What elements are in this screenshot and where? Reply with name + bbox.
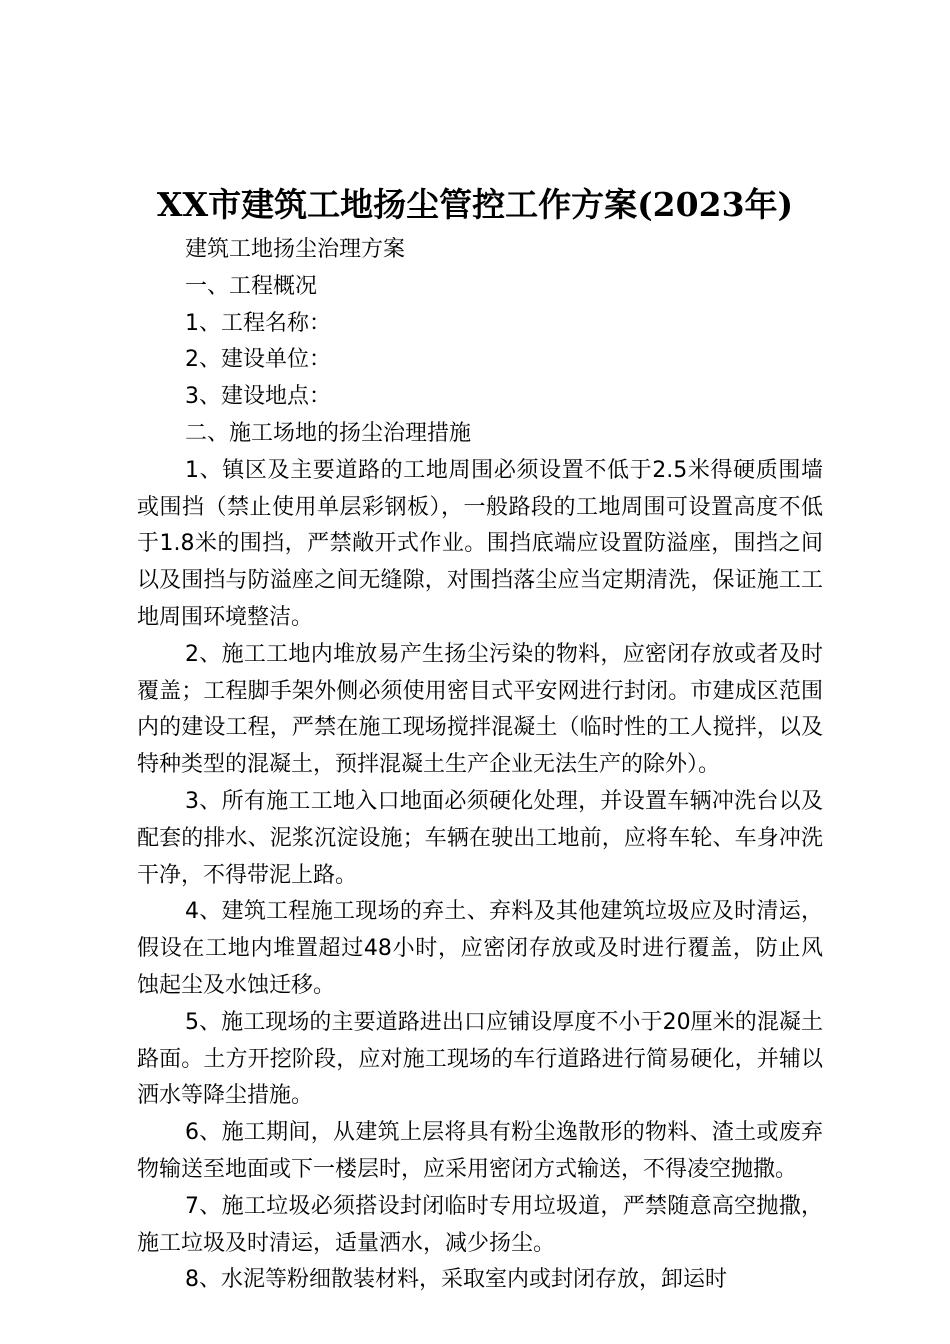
section-heading-measures: 二、施工场地的扬尘治理措施	[185, 420, 472, 446]
measure-paragraph: 3、所有施工工地入口地面必须硬化处理，并设置车辆冲洗台以及配套的排水、泥浆沉淀设施；车辆在驶出工地前，应将车轮、车身冲洗干净，不得带泥上路。	[137, 788, 823, 888]
measure-paragraph: 2、施工工地内堆放易产生扬尘污染的物料，应密闭存放或者及时覆盖；工程脚手架外侧必须使用密目式平安网进行封闭。市建成区范围内的建设工程，严禁在施工现场搅拌混凝土（临时性的工人搅拌，以及特种类型的混凝土，预拌混凝土生产企业无法生产的除外）。	[137, 641, 823, 778]
field-construction-site: 3、建设地点：	[185, 384, 331, 410]
field-construction-unit: 2、建设单位：	[185, 347, 331, 373]
document-title: XX市建筑工地扬尘管控工作方案(2023年)	[156, 185, 794, 224]
document-body	[137, 232, 823, 1299]
measure-paragraph: 6、施工期间，从建筑上层将具有粉尘逸散形的物料、渣土或废弃物输送至地面或下一楼层时，应采用密闭方式输送，不得凌空抛撒。	[137, 1120, 823, 1182]
measure-paragraph: 7、施工垃圾必须搭设封闭临时专用垃圾道，严禁随意高空抛撒，施工垃圾及时清运，适量洒水，减少扬尘。	[137, 1193, 823, 1256]
measure-paragraph: 4、建筑工程施工现场的弃土、弃料及其他建筑垃圾应及时清运，假设在工地内堆置超过48小时，应密闭存放或及时进行覆盖，防止风蚀起尘及水蚀迁移。	[137, 899, 823, 998]
measure-paragraph: 5、施工现场的主要道路进出口应铺设厚度不小于20厘米的混凝土路面。土方开挖阶段，应对施工现场的车行道路进行简易硬化，并辅以洒水等降尘措施。	[137, 1009, 823, 1109]
section-heading-overview: 一、工程概况	[185, 273, 318, 299]
field-project-name: 1、工程名称：	[185, 310, 331, 336]
document-subtitle: 建筑工地扬尘治理方案	[185, 237, 406, 262]
measure-paragraph: 1、镇区及主要道路的工地周围必须设置不低于2.5米得硬质围墙或围挡（禁止使用单层彩钢板），一般路段的工地周围可设置高度不低于1.8米的围挡，严禁敞开式作业。围挡底端应设置防溢座，围挡之间以及围挡与防溢座之间无缝隙，对围挡落尘应当定期清洗，保证施工工地周围环境整洁。	[137, 457, 823, 630]
measure-paragraph: 8、水泥等粉细散装材料，采取室内或封闭存放，卸运时	[185, 1267, 727, 1293]
